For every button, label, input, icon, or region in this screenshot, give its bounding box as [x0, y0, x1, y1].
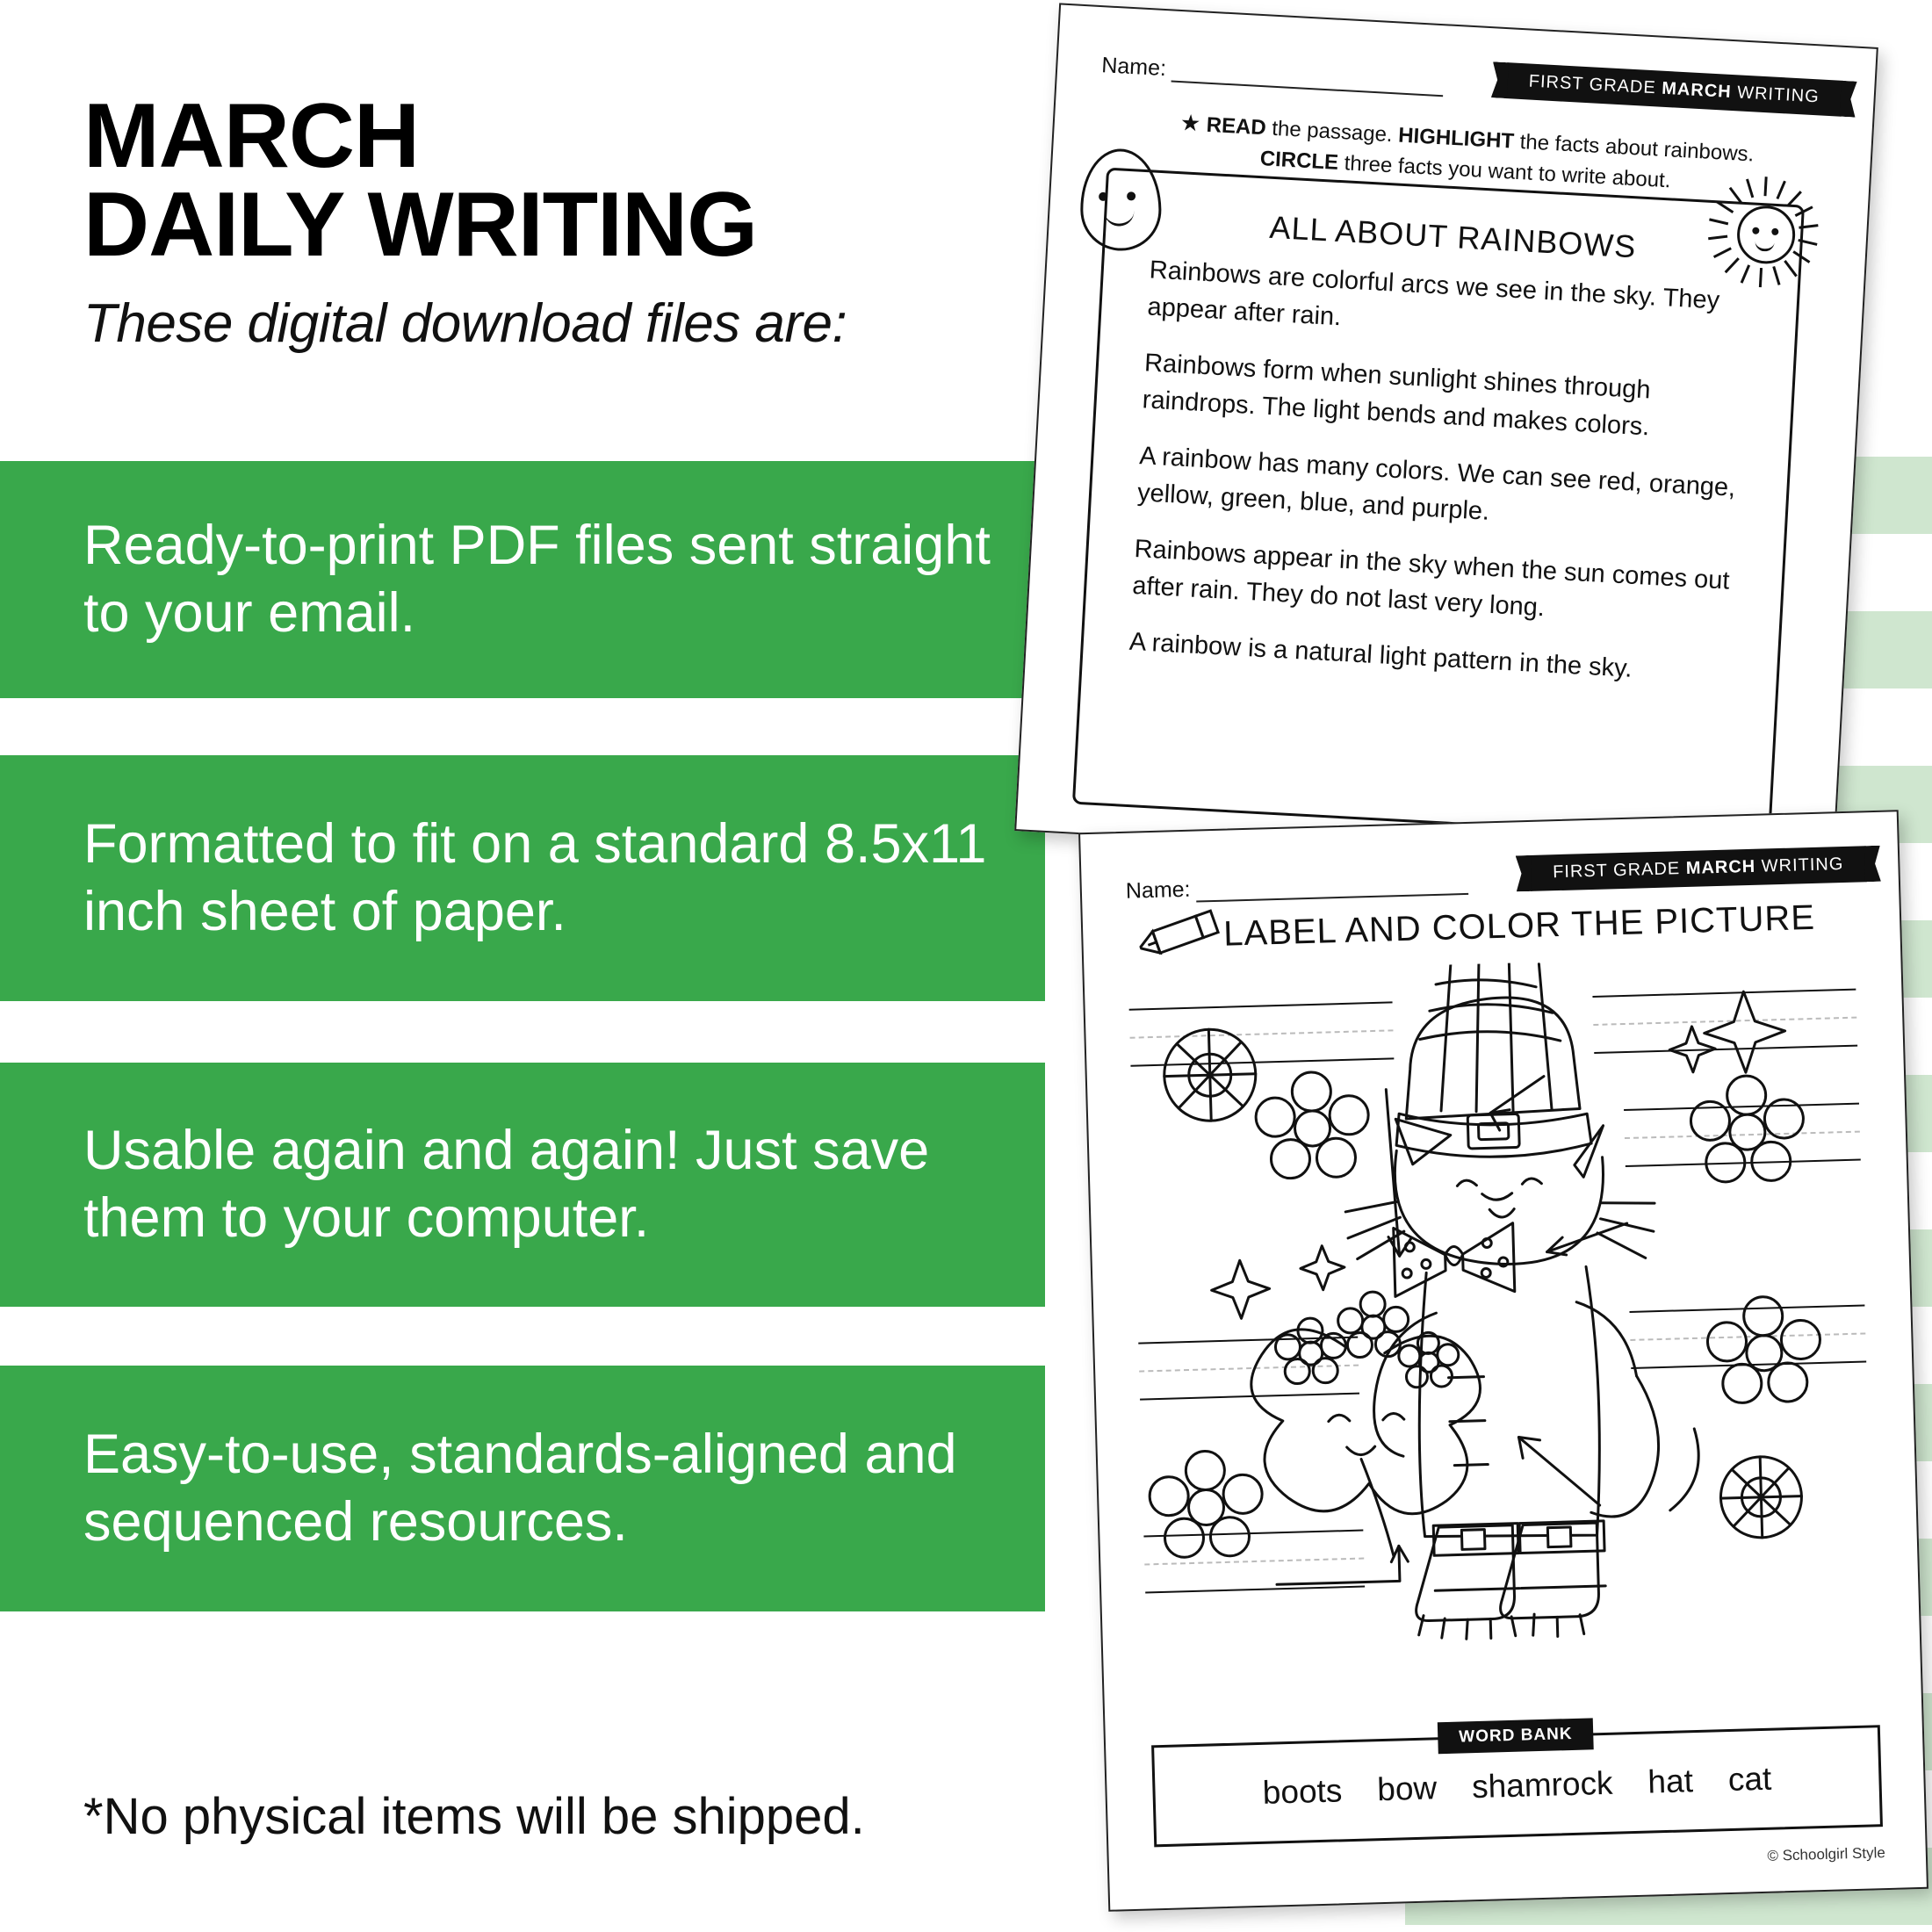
instruction-read: READ — [1206, 112, 1267, 141]
page-subtitle: These digital download files are: — [83, 292, 847, 354]
title-block — [83, 85, 1006, 355]
word-bank-item: boots — [1262, 1772, 1343, 1811]
word-bank-item: shamrock — [1471, 1764, 1614, 1806]
passage-paragraph-5: A rainbow is a natural light pattern in the sky. — [1128, 628, 1633, 684]
picture-area — [1128, 954, 1877, 1729]
name-label: Name: — [1125, 876, 1191, 904]
passage-title: ALL ABOUT RAINBOWS — [1268, 208, 1638, 265]
page-title-line1: MARCH — [83, 85, 420, 187]
passage-paragraph-1: Rainbows are colorful arcs we see in the sky. They appear after rain. — [1146, 256, 1720, 332]
name-field-row — [1126, 869, 1468, 905]
banner-month: MARCH — [1685, 856, 1756, 878]
feature-bar-1 — [0, 461, 1045, 698]
worksheet-rainbows — [1014, 3, 1878, 875]
feature-bar-4 — [0, 1366, 1045, 1611]
word-bank-item: bow — [1376, 1770, 1438, 1808]
pencil-icon — [1135, 907, 1221, 962]
word-bank-item: cat — [1727, 1760, 1772, 1799]
copyright-text: © Schoolgirl Style — [1767, 1844, 1886, 1864]
feature-bar-2 — [0, 755, 1045, 1001]
name-write-line — [1171, 62, 1444, 97]
page-title: LABEL AND COLOR THE PICTURE — [1222, 898, 1816, 954]
word-bank-item: hat — [1647, 1763, 1694, 1800]
feature-text-1: Ready-to-print PDF files sent straight to your email. — [83, 515, 991, 644]
grade-banner — [1530, 846, 1867, 891]
page-title-line2: DAILY WRITING — [83, 173, 758, 276]
feature-text-4: Easy-to-use, standards-aligned and sequenced resources. — [83, 1424, 957, 1553]
name-field-row — [1101, 53, 1445, 97]
passage-body — [1128, 251, 1759, 712]
instruction-text-2: the facts about rainbows. — [1513, 129, 1755, 167]
grade-banner — [1505, 62, 1843, 117]
word-bank-label: WORD BANK — [1438, 1718, 1594, 1754]
banner-grade: FIRST GRADE — [1528, 71, 1657, 98]
passage-paragraph-4: Rainbows appear in the sky when the sun comes out after rain. They do not last very long. — [1131, 535, 1731, 623]
feature-text-2: Formatted to fit on a standard 8.5x11 inch sheet of paper. — [83, 813, 987, 942]
worksheet-label-and-color — [1078, 810, 1928, 1912]
instruction-text-3: three facts you want to write about. — [1337, 150, 1672, 193]
instruction-text-1: the passage. — [1265, 116, 1399, 148]
word-bank — [1151, 1725, 1883, 1847]
instruction-circle: CIRCLE — [1259, 146, 1339, 175]
name-label: Name: — [1100, 53, 1167, 82]
passage-box — [1072, 168, 1805, 842]
star-icon: ★ — [1179, 109, 1202, 137]
passage-paragraph-2: Rainbows form when sunlight shines through raindrops. The light bends and makes colors. — [1142, 349, 1652, 442]
banner-month: MARCH — [1661, 78, 1733, 102]
feature-bar-3 — [0, 1063, 1045, 1307]
name-write-line — [1195, 876, 1467, 903]
instruction-highlight: HIGHLIGHT — [1397, 123, 1515, 154]
footnote: *No physical items will be shipped. — [83, 1788, 865, 1845]
feature-text-3: Usable again and again! Just save them to your computer. — [83, 1120, 930, 1249]
banner-subject: WRITING — [1736, 83, 1820, 107]
passage-paragraph-3: A rainbow has many colors. We can see red, orange, yellow, green, blue, and purple. — [1136, 442, 1737, 526]
cat-leprechaun-illustration — [1128, 954, 1877, 1729]
banner-subject: WRITING — [1761, 854, 1844, 876]
banner-grade: FIRST GRADE — [1552, 859, 1681, 883]
